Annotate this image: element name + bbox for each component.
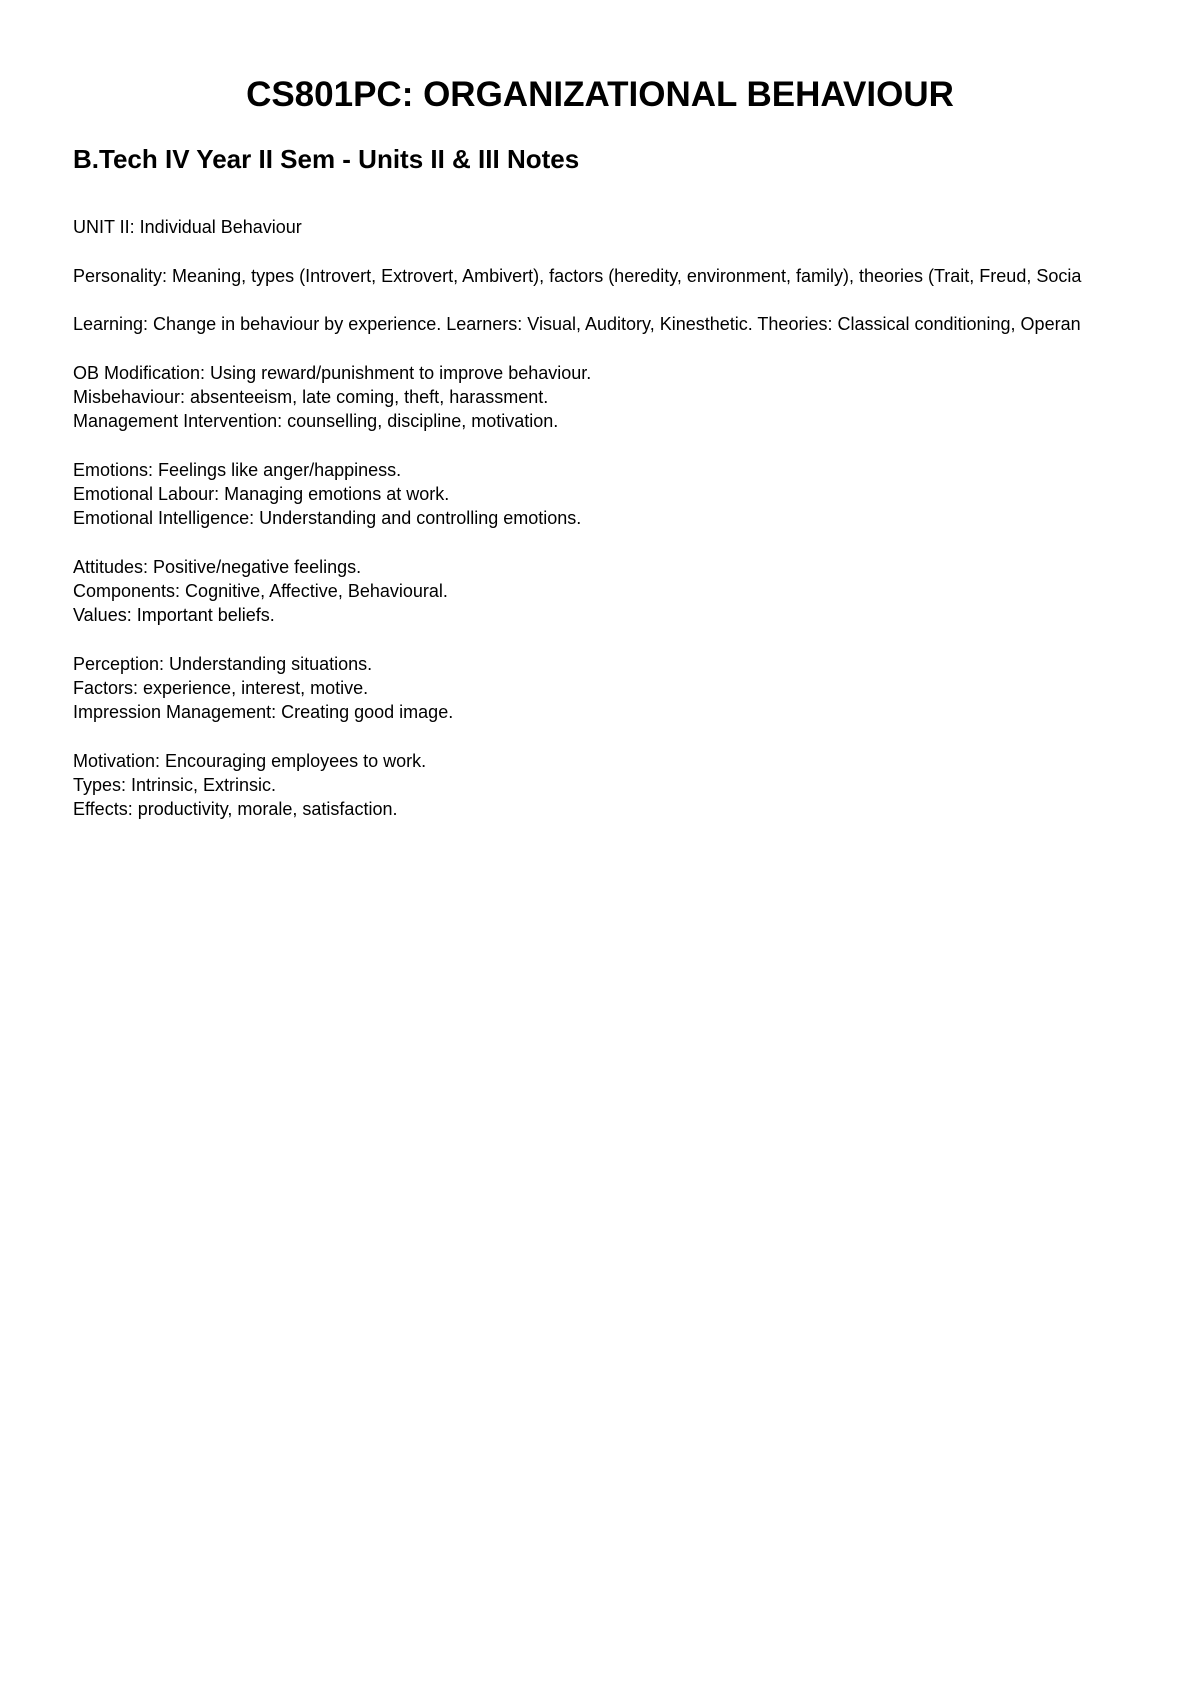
page-title: CS801PC: ORGANIZATIONAL BEHAVIOUR [246, 75, 954, 114]
emotions-line: Emotions: Feelings like anger/happiness. [73, 460, 402, 480]
page-subtitle: B.Tech IV Year II Sem - Units II & III Notes [73, 144, 580, 174]
effects-line: Effects: productivity, morale, satisfaction. [73, 799, 398, 819]
misbehaviour-line: Misbehaviour: absenteeism, late coming, theft, harassment. [73, 387, 549, 407]
attitudes-line: Attitudes: Positive/negative feelings. [73, 557, 362, 577]
unit-heading: UNIT II: Individual Behaviour [73, 217, 302, 237]
emotional-labour-line: Emotional Labour: Managing emotions at work. [73, 484, 450, 504]
ob-modification-line: OB Modification: Using reward/punishment to improve behaviour. [73, 363, 592, 383]
personality-paragraph: Personality: Meaning, types (Introvert, Extrovert, Ambivert), factors (heredity, environment, family), theories (Trait, Freud, Socia [73, 266, 1082, 286]
types-line: Types: Intrinsic, Extrinsic. [73, 775, 277, 795]
management-intervention-line: Management Intervention: counselling, discipline, motivation. [73, 411, 559, 431]
factors-line: Factors: experience, interest, motive. [73, 678, 369, 698]
learning-paragraph: Learning: Change in behaviour by experience. Learners: Visual, Auditory, Kinesthetic. Theories: Classical conditioning, Operan [73, 314, 1081, 334]
values-line: Values: Important beliefs. [73, 605, 275, 625]
impression-management-line: Impression Management: Creating good image. [73, 702, 454, 722]
emotional-intelligence-line: Emotional Intelligence: Understanding and controlling emotions. [73, 508, 582, 528]
perception-line: Perception: Understanding situations. [73, 654, 373, 674]
motivation-line: Motivation: Encouraging employees to work. [73, 751, 427, 771]
components-line: Components: Cognitive, Affective, Behavioural. [73, 581, 448, 601]
